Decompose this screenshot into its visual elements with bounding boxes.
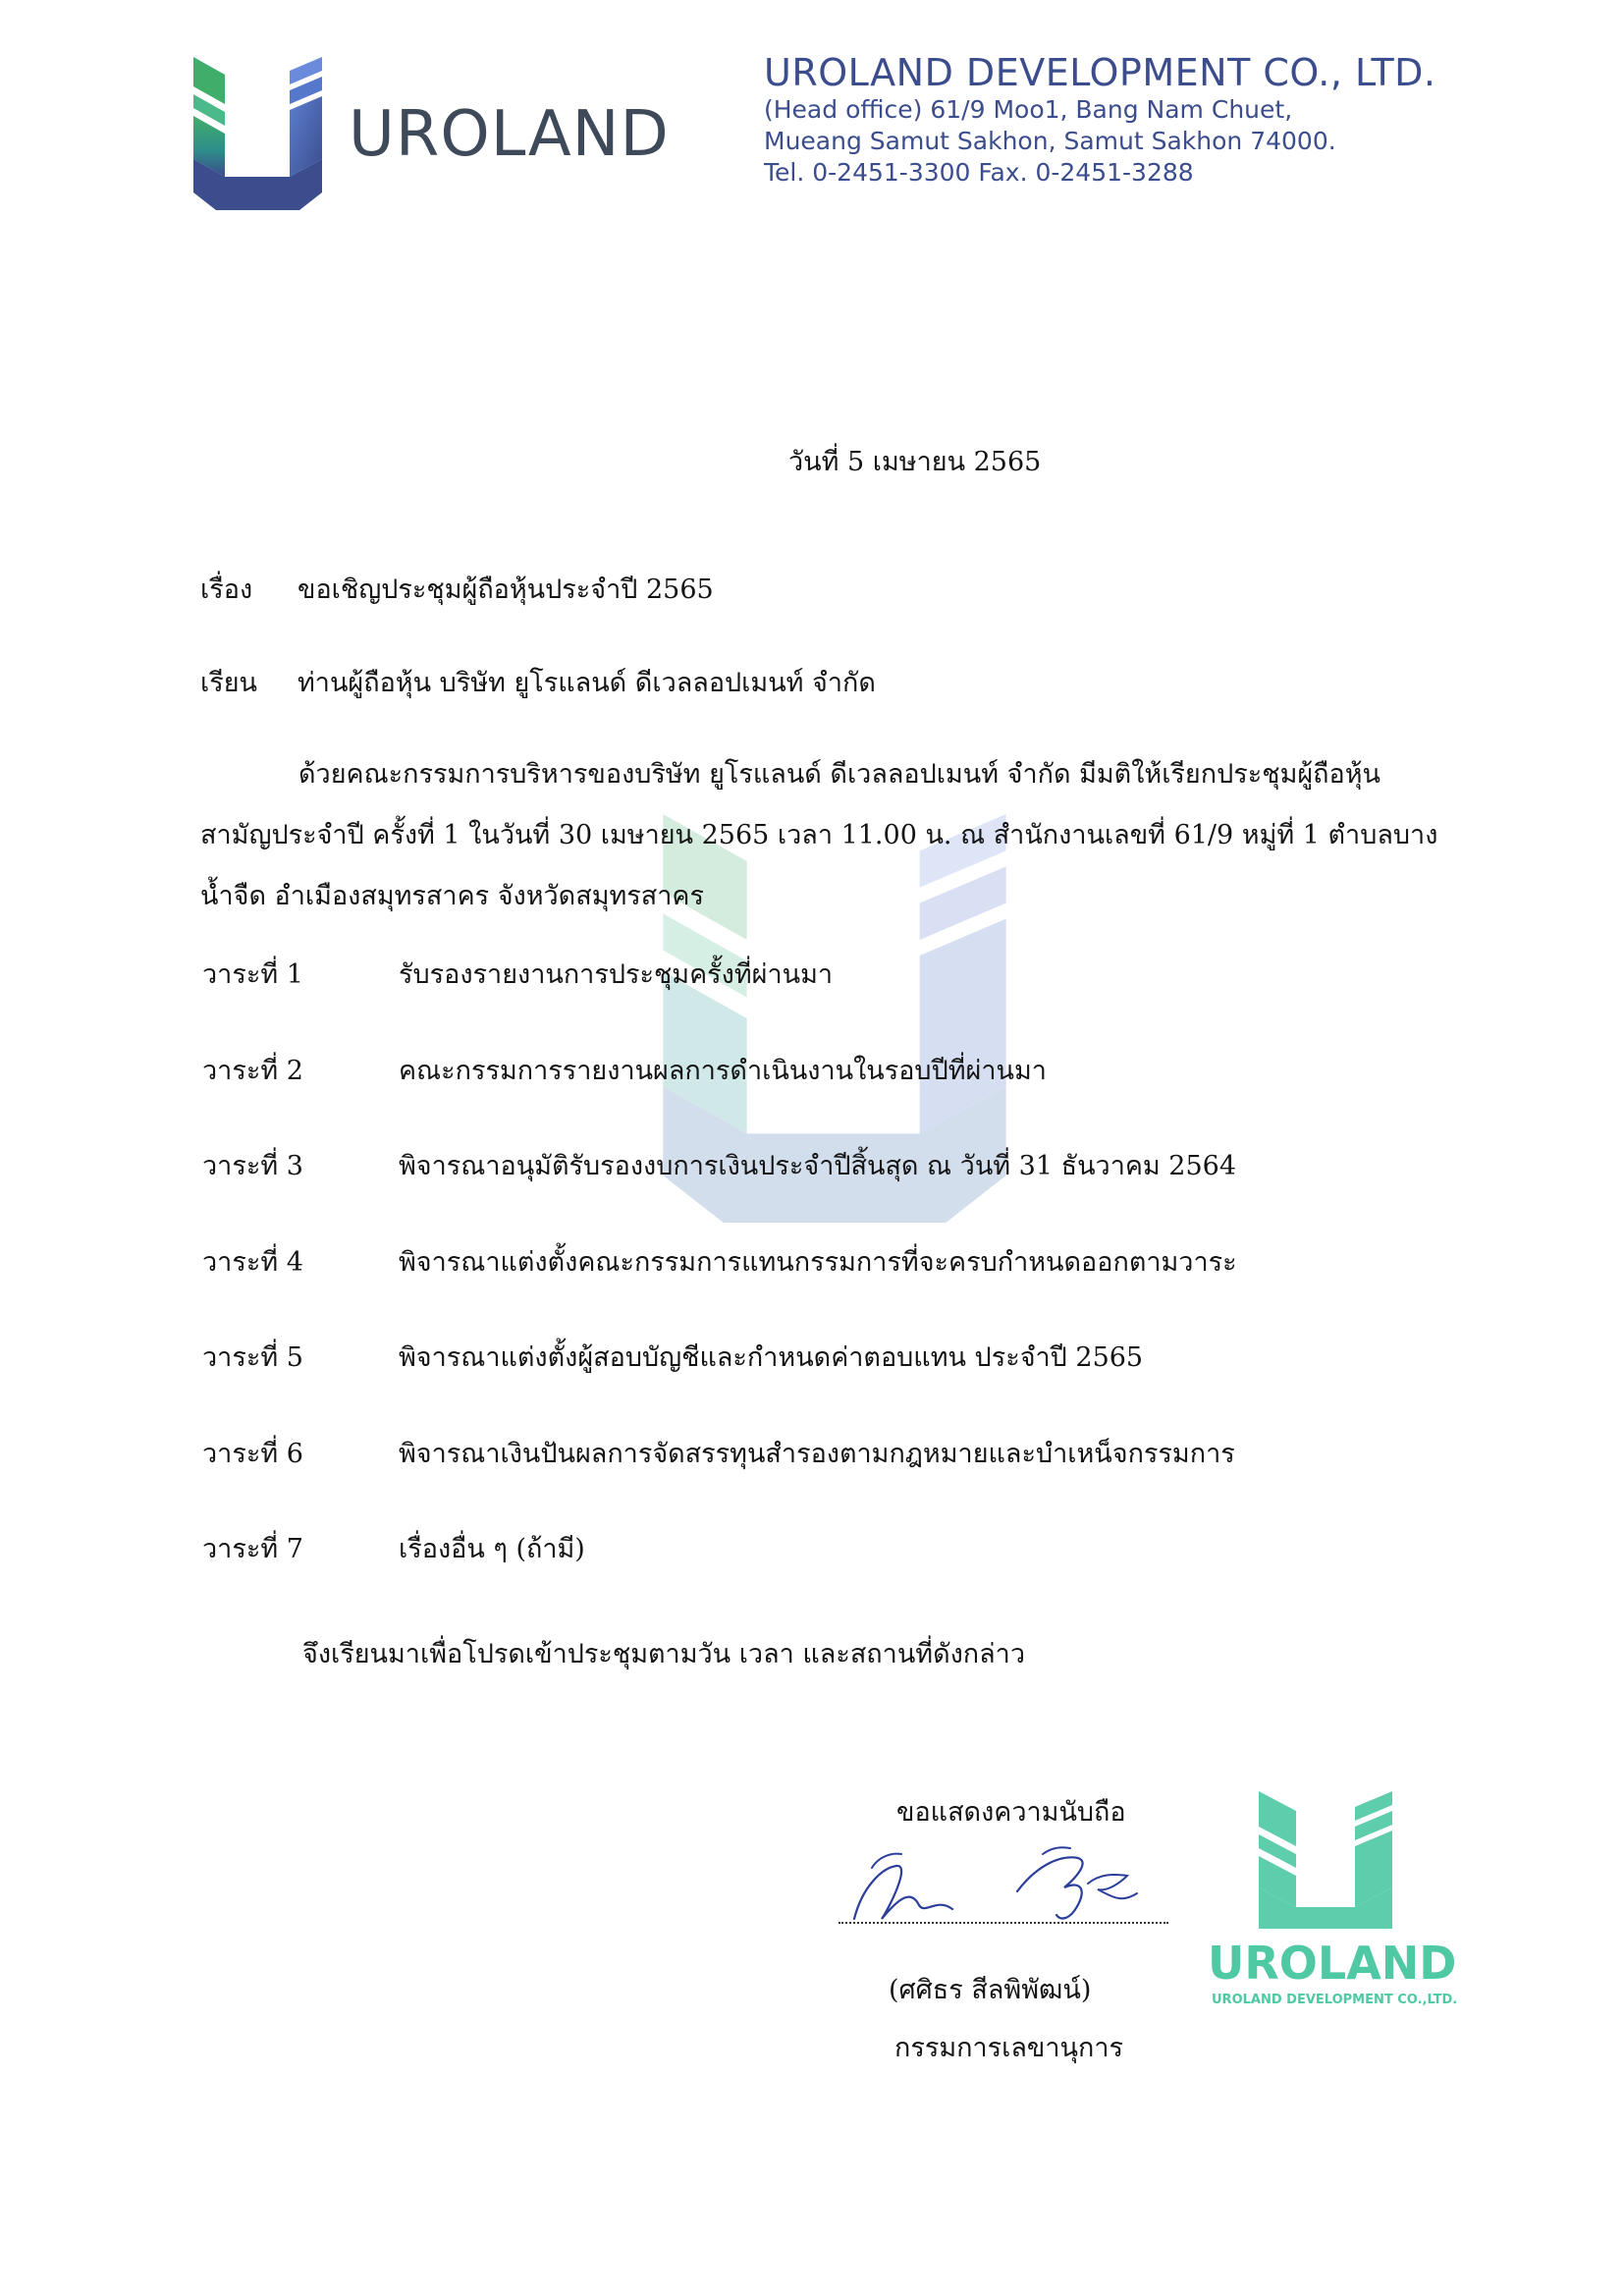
paragraph-line-2: สามัญประจำปี ครั้งที่ 1 ในวันที่ 30 เมษายน 2565 เวลา 11.00 น. ณ สำนักงานเลขที่ 61/9 หมู่ที่ 1 ตำบลบาง <box>200 820 1438 850</box>
closing-line: จึงเรียนมาเพื่อโปรดเข้าประชุมตามวัน เวลา และสถานที่ดังกล่าว <box>302 1639 1026 1669</box>
regards-line: ขอแสดงความนับถือ <box>896 1797 1126 1828</box>
letter-date: วันที่ 5 เมษายน 2565 <box>788 447 1042 477</box>
body-paragraph <box>200 744 1447 927</box>
stamp-subtext: UROLAND DEVELOPMENT CO.,LTD. <box>1212 1993 1458 2007</box>
stamp-wordmark: UROLAND <box>1208 1937 1457 1990</box>
agenda-text: พิจารณาแต่งตั้งคณะกรรมการแทนกรรมการที่จะครบกำหนดออกตามวาระ <box>399 1246 1237 1278</box>
agenda-label: วาระที่ 1 <box>202 959 303 990</box>
agenda-text: รับรองรายงานการประชุมครั้งที่ผ่านมา <box>399 959 834 990</box>
agenda-text: พิจารณาเงินปันผลการจัดสรรทุนสำรองตามกฎหมายและบำเหน็จกรรมการ <box>399 1438 1235 1469</box>
agenda-label: วาระที่ 2 <box>202 1055 303 1086</box>
paragraph-line-1: ด้วยคณะกรรมการบริหารของบริษัท ยูโรแลนด์ ดีเวลลอปเมนท์ จำกัด มีมติให้เรียกประชุมผู้ถือหุ้น <box>298 759 1381 790</box>
recipient-text: ท่านผู้ถือหุ้น บริษัท ยูโรแลนด์ ดีเวลลอปเมนท์ จำกัด <box>298 668 876 698</box>
handwritten-signature <box>842 1829 1176 1935</box>
agenda-text: เรื่องอื่น ๆ (ถ้ามี) <box>399 1534 585 1564</box>
recipient-label: เรียน <box>200 668 258 698</box>
address-line-2: Mueang Samut Sakhon, Samut Sakhon 74000. <box>764 127 1336 155</box>
address-line-1: (Head office) 61/9 Moo1, Bang Nam Chuet, <box>764 95 1293 124</box>
brand-wordmark: UROLAND <box>349 98 670 171</box>
agenda-label: วาระที่ 7 <box>202 1534 303 1564</box>
subject-label: เรื่อง <box>200 574 253 605</box>
signature-line <box>839 1922 1168 1924</box>
paragraph-line-3: น้ำจืด อำเมืองสมุทรสาคร จังหวัดสมุทรสาคร <box>200 881 704 911</box>
signer-title: กรรมการเลขานุการ <box>894 2033 1124 2063</box>
company-name: UROLAND DEVELOPMENT CO., LTD. <box>764 51 1436 94</box>
signer-name: (ศศิธร สีลพิพัฒน์) <box>889 1975 1092 2005</box>
agenda-label: วาระที่ 3 <box>202 1151 303 1181</box>
company-header <box>764 51 1436 189</box>
agenda-text: พิจารณาอนุมัติรับรองงบการเงินประจำปีสิ้นสุด ณ วันที่ 31 ธันวาคม 2564 <box>399 1151 1237 1181</box>
agenda-label: วาระที่ 6 <box>202 1438 303 1469</box>
uroland-logo-icon <box>191 57 324 210</box>
agenda-text: คณะกรรมการรายงานผลการดำเนินงานในรอบปีที่ผ่านมา <box>399 1055 1047 1086</box>
agenda-label: วาระที่ 4 <box>202 1246 303 1278</box>
agenda-text: พิจารณาแต่งตั้งผู้สอบบัญชีและกำหนดค่าตอบแทน ประจำปี 2565 <box>399 1342 1144 1373</box>
agenda-label: วาระที่ 5 <box>202 1342 303 1373</box>
subject-text: ขอเชิญประชุมผู้ถือหุ้นประจำปี 2565 <box>298 574 714 605</box>
contact-line: Tel. 0-2451-3300 Fax. 0-2451-3288 <box>764 158 1194 187</box>
